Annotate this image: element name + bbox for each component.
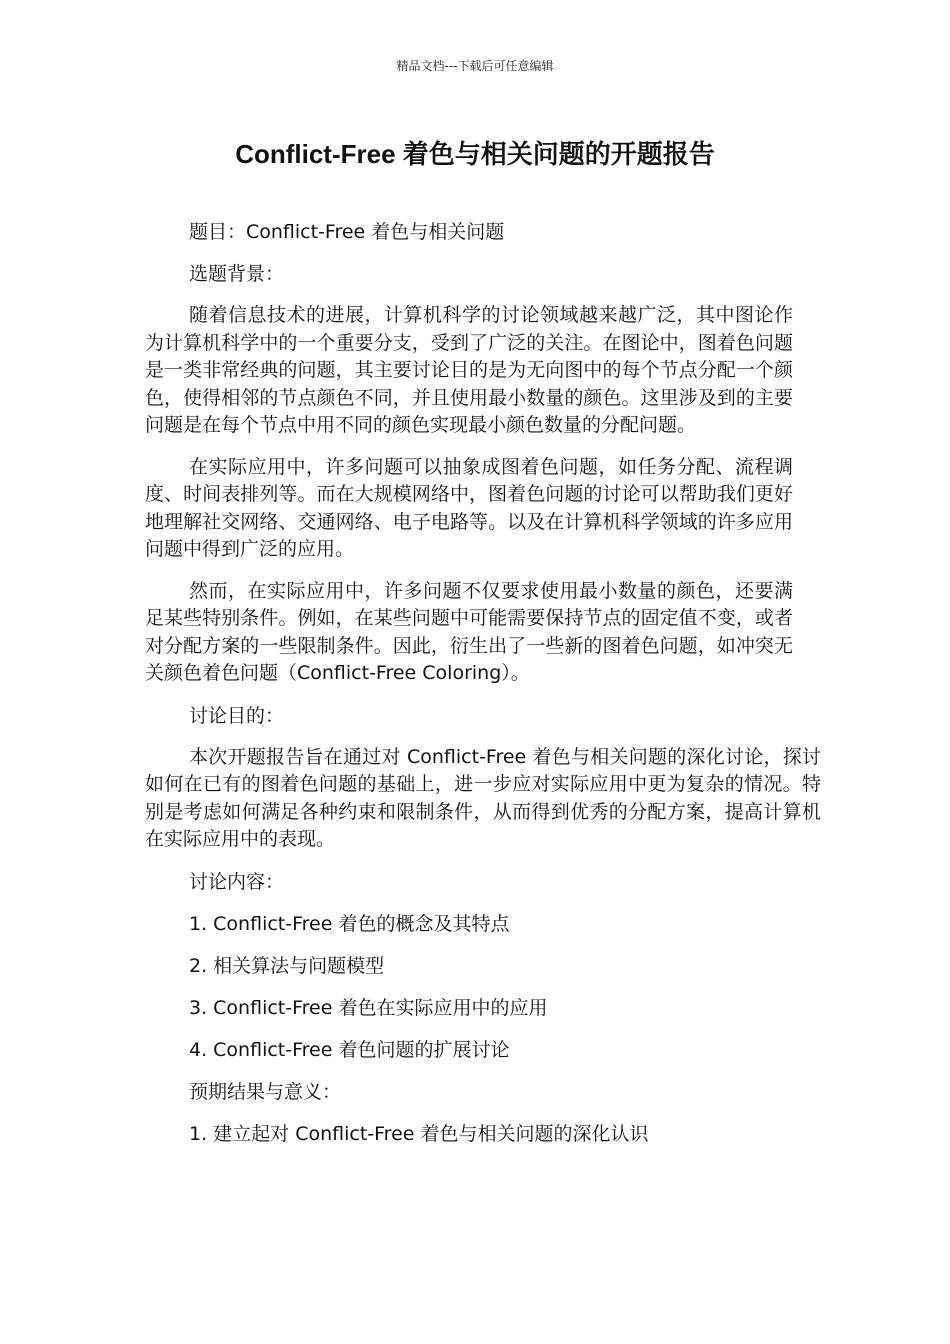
content-item-1: 1. Conflict-Free 着色的概念及其特点 xyxy=(189,912,510,935)
results-heading: 预期结果与意义： xyxy=(189,1080,342,1103)
content-heading: 讨论内容： xyxy=(189,870,285,893)
results-item-1: 1. 建立起对 Conflict-Free 着色与相关问题的深化认识 xyxy=(189,1122,649,1145)
header-note: 精品文档---下载后可任意编辑 xyxy=(396,59,554,73)
purpose-paragraph: 本次开题报告旨在通过对 Conflict-Free 着色与相关问题的深化讨论，探讨如何在已有的图着色问题的基础上，进一步应对实际应用中更为复杂的情况。特别是考虑如何满足各种约束和限制条件，从而得到优秀的分配方案，提高计算机在实际应用中的表现。 xyxy=(145,745,821,850)
content-item-2: 2. 相关算法与问题模型 xyxy=(189,954,385,977)
topic-line: 题目：Conflict-Free 着色与相关问题 xyxy=(189,221,505,243)
background-paragraph-3: 然而，在实际应用中，许多问题不仅要求使用最小数量的颜色，还要满足某些特别条件。例如，在某些问题中可能需要保持节点的固定值不变，或者对分配方案的一些限制条件。因此，衍生出了一些新的图着色问题，如冲突无关颜色着色问题（Conflict-Free Coloring）。 xyxy=(145,579,793,684)
background-paragraph-2: 在实际应用中，许多问题可以抽象成图着色问题，如任务分配、流程调度、时间表排列等。而在大规模网络中，图着色问题的讨论可以帮助我们更好地理解社交网络、交通网络、电子电路等。以及在计算机科学领域的许多应用问题中得到广泛的应用。 xyxy=(145,455,793,560)
content-item-4: 4. Conflict-Free 着色问题的扩展讨论 xyxy=(189,1038,510,1061)
background-heading: 选题背景： xyxy=(189,263,285,285)
purpose-heading: 讨论目的： xyxy=(189,704,285,727)
document-title: Conflict-Free 着色与相关问题的开题报告 xyxy=(235,139,715,169)
background-paragraph-1: 随着信息技术的进展，计算机科学的讨论领域越来越广泛，其中图论作为计算机科学中的一个重要分支，受到了广泛的关注。在图论中，图着色问题是一类非常经典的问题，其主要讨论目的是为无向图中的每个节点分配一个颜色，使得相邻的节点颜色不同，并且使用最小数量的颜色。这里涉及到的主要问题是在每个节点中用不同的颜色实现最小颜色数量的分配问题。 xyxy=(145,304,793,436)
document-body xyxy=(145,218,825,1162)
content-item-3: 3. Conflict-Free 着色在实际应用中的应用 xyxy=(189,996,548,1019)
